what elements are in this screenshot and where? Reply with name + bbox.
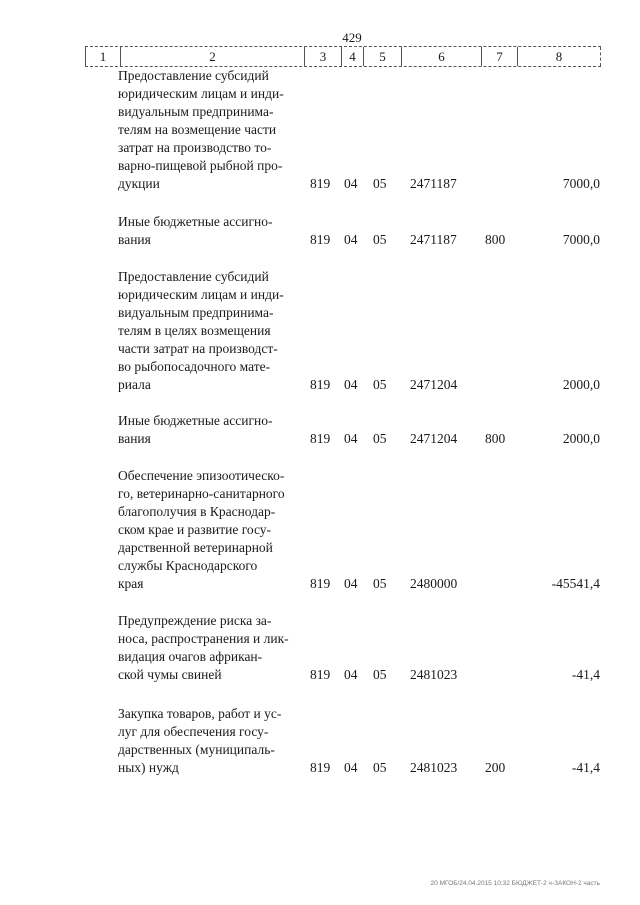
row-description: Иные бюджетные ассигно- вания [118, 413, 273, 446]
row-col-4: 04 [344, 760, 358, 775]
row-col-7: 200 [485, 760, 506, 775]
row-col-3: 819 [310, 232, 331, 247]
row-col-3: 819 [310, 176, 331, 191]
header-col-6: 6 [401, 47, 481, 66]
row-col-3: 819 [310, 431, 331, 446]
row-col-8: -41,4 [571, 760, 600, 775]
row-col-5: 05 [373, 377, 387, 392]
row-col-8: -41,4 [571, 667, 600, 682]
header-col-5: 5 [363, 47, 401, 66]
row-col-8: 7000,0 [562, 232, 600, 247]
row-col-7: 800 [485, 232, 506, 247]
header-col-3: 3 [304, 47, 341, 66]
header-col-1: 1 [85, 47, 120, 66]
row-col-6: 2481023 [410, 667, 458, 682]
row-col-4: 04 [344, 431, 358, 446]
row-col-8: 2000,0 [562, 377, 600, 392]
row-col-6: 2471187 [410, 176, 457, 191]
page-footer: 20 МГОБ/24.04.2015 10:32 БЮДЖЕТ-2 ч-ЗАКОН-2 часть [430, 880, 600, 887]
table-header [85, 46, 601, 67]
header-col-2: 2 [120, 47, 304, 66]
row-col-8: -45541,4 [551, 576, 600, 591]
row-col-5: 05 [373, 431, 387, 446]
page-number: 429 [342, 30, 362, 45]
row-description: Иные бюджетные ассигно- вания [118, 214, 273, 247]
row-col-5: 05 [373, 667, 387, 682]
row-col-8: 7000,0 [562, 176, 600, 191]
row-description: Предупреждение риска за- носа, распространения и лик- видация очагов африкан- ской чумы свиней [118, 613, 289, 682]
row-col-7: 800 [485, 431, 506, 446]
row-col-4: 04 [344, 232, 358, 247]
row-col-5: 05 [373, 576, 387, 591]
row-col-5: 05 [373, 176, 387, 191]
row-col-4: 04 [344, 576, 358, 591]
row-col-6: 2471204 [410, 377, 458, 392]
row-description: Предоставление субсидий юридическим лицам и инди- видуальным предпринима- телям в целях возмещения части затрат на производст- во рыбопосадочного мате- риала [118, 269, 284, 392]
row-col-6: 2481023 [410, 760, 458, 775]
row-description: Предоставление субсидий юридическим лицам и инди- видуальным предпринима- телям на возмещение части затрат на производство то- варно-пищевой рыбной про- дукции [118, 68, 284, 191]
header-col-8: 8 [517, 47, 601, 66]
header-col-4: 4 [341, 47, 363, 66]
row-col-3: 819 [310, 377, 331, 392]
row-col-8: 2000,0 [562, 431, 600, 446]
row-col-3: 819 [310, 667, 331, 682]
row-description: Закупка товаров, работ и ус- луг для обеспечения госу- дарственных (муниципаль- ных) нужд [118, 706, 282, 775]
row-col-4: 04 [344, 667, 358, 682]
row-col-5: 05 [373, 232, 387, 247]
row-col-3: 819 [310, 760, 331, 775]
row-description: Обеспечение эпизоотическо- го, ветеринарно-санитарного благополучия в Краснодар- ском крае и развитие госу- дарственной ветеринарной службы Краснодарского края [118, 468, 285, 591]
row-col-6: 2480000 [410, 576, 458, 591]
row-col-6: 2471187 [410, 232, 457, 247]
header-col-7: 7 [481, 47, 517, 66]
row-col-4: 04 [344, 377, 358, 392]
row-col-3: 819 [310, 576, 331, 591]
row-col-5: 05 [373, 760, 387, 775]
row-col-4: 04 [344, 176, 358, 191]
row-col-6: 2471204 [410, 431, 458, 446]
